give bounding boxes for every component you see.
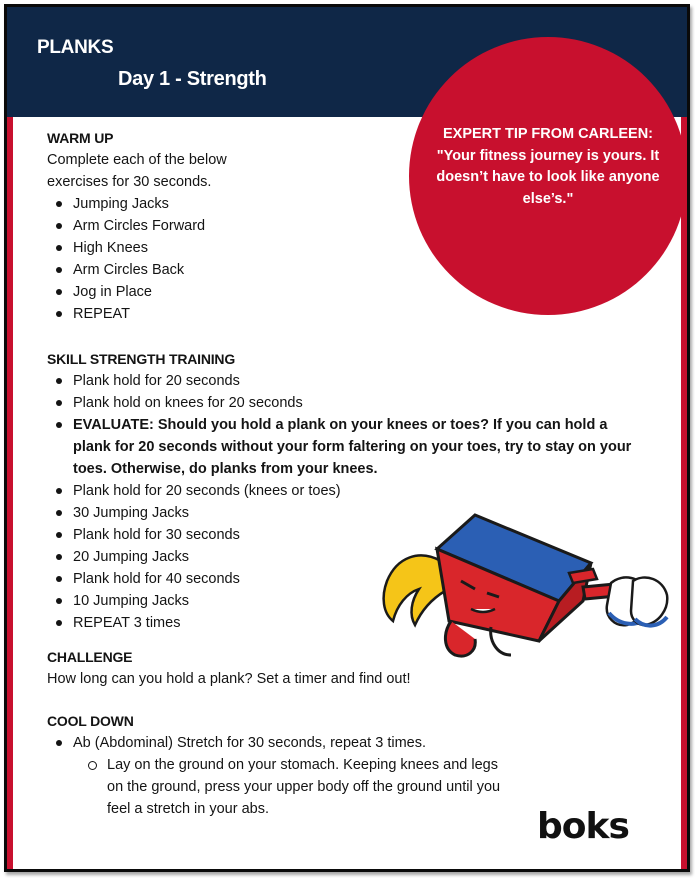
list-item: Jumping Jacks	[73, 193, 647, 215]
boks-logo: boks	[537, 806, 629, 847]
warmup-section	[47, 127, 647, 325]
list-item: Plank hold for 30 seconds	[73, 524, 647, 546]
list-item: Plank hold on knees for 20 seconds	[73, 392, 647, 414]
list-item: Arm Circles Forward	[73, 215, 647, 237]
evaluate-item: EVALUATE: Should you hold a plank on your knees or toes? If you can hold a plank for 20 seconds without your form faltering on your toes, try to stay on your toes. Otherwise, do planks from your knees.	[73, 414, 633, 480]
list-item: REPEAT	[73, 303, 647, 325]
list-item: 30 Jumping Jacks	[73, 502, 647, 524]
list-item: REPEAT 3 times	[73, 612, 647, 634]
warmup-intro: Complete each of the below exercises for 30 seconds.	[47, 152, 227, 190]
list-item: Arm Circles Back	[73, 259, 647, 281]
challenge-text: How long can you hold a plank? Set a timer and find out!	[47, 671, 411, 687]
list-item: Plank hold for 40 seconds	[73, 568, 647, 590]
cooldown-subitem-text: Lay on the ground on your stomach. Keeping knees and legs on the ground, press your upper body off the ground until you feel a stretch in your abs.	[107, 757, 501, 817]
workout-content	[47, 127, 647, 820]
mascot-hair	[384, 555, 445, 625]
page-subtitle: Day 1 - Strength	[118, 68, 267, 90]
list-item: Jog in Place	[73, 281, 647, 303]
list-item: Plank hold for 20 seconds	[73, 370, 647, 392]
cooldown-title: COOL DOWN	[47, 713, 134, 729]
challenge-title: CHALLENGE	[47, 649, 133, 665]
cooldown-section	[47, 710, 647, 820]
skill-strength-title: SKILL STRENGTH TRAINING	[47, 351, 236, 367]
expert-tip-heading: EXPERT TIP FROM CARLEEN:	[443, 126, 653, 142]
page-frame	[4, 4, 690, 872]
list-item: 10 Jumping Jacks	[73, 590, 647, 612]
list-item: 20 Jumping Jacks	[73, 546, 647, 568]
left-red-stripe	[7, 117, 13, 869]
plank-mascot-illustration	[379, 509, 671, 669]
expert-tip-quote: "Your fitness journey is yours. It doesn’t have to look like anyone else’s."	[436, 147, 660, 207]
warmup-title: WARM UP	[47, 130, 114, 146]
page-title: PLANKS	[37, 37, 114, 58]
cooldown-item-text: Ab (Abdominal) Stretch for 30 seconds, repeat 3 times.	[73, 735, 427, 751]
list-item: Plank hold for 20 seconds (knees or toes)	[73, 480, 647, 502]
list-item: High Knees	[73, 237, 647, 259]
warmup-list	[47, 193, 647, 325]
right-red-stripe	[681, 117, 687, 869]
